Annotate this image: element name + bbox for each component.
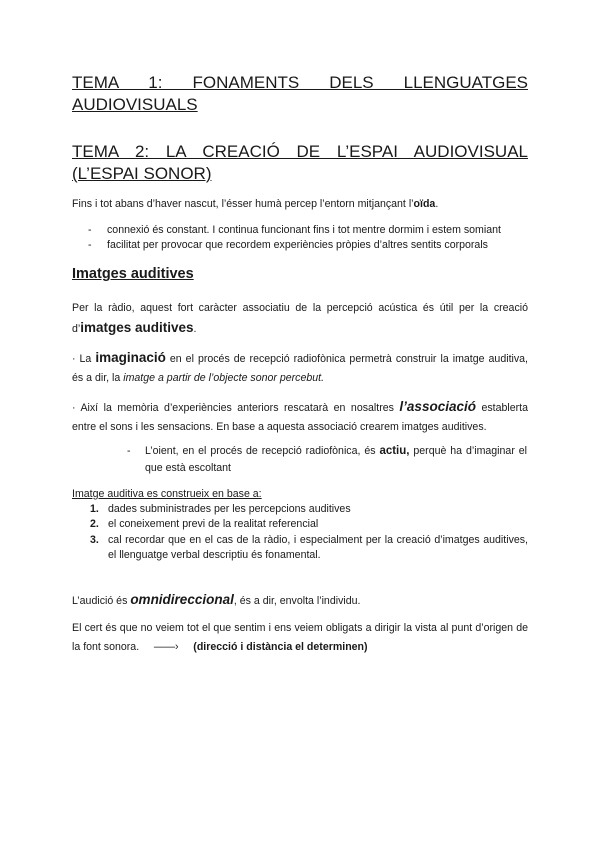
para3-bold-italic: l’associació — [399, 399, 476, 414]
item-number: 1. — [90, 503, 99, 515]
title-tema-1-line-2: AUDIOVISUALS — [72, 95, 198, 114]
paragraph-font-sonora — [72, 619, 528, 657]
para4-end: , és a dir, envolta l’individu. — [233, 595, 361, 607]
para3-end: establerta entre el sons i les sensacions. En base a aquesta associació crearem imatges auditives. — [72, 402, 528, 433]
para5-text: El cert és que no veiem tot el que sentim i ens veiem obligats a dirigir la vista al punt d’origen de la font sonora. — [72, 622, 528, 653]
intro-bold: oïda — [413, 198, 436, 210]
item-number: 2. — [90, 518, 99, 530]
item-text: dades subministrades per les percepcions auditives — [108, 503, 351, 515]
indent-text: L’oient, en el procés de recepció radiofònica, és — [145, 445, 380, 457]
para4-bold-italic: omnidireccional — [130, 592, 234, 607]
indent-item — [127, 443, 527, 477]
indent-bold: actiu, — [379, 445, 410, 457]
para2-italic: imatge a partir de l’objecte sonor percebut. — [123, 372, 325, 384]
paragraph-radio — [72, 299, 528, 339]
item-number: 3. — [90, 534, 99, 546]
para1-bold: imatges auditives — [80, 320, 194, 335]
intro-paragraph — [72, 195, 528, 214]
indent-dash: - — [127, 445, 131, 457]
para2-middle: en el procés de recepció radiofònica permetrà construir la imatge auditiva, és a dir, la — [72, 353, 528, 384]
para2-text: · La — [72, 353, 96, 365]
bullet-text: connexió és constant. I continua funcionant fins i tot mentre dormim i estem somiant — [107, 224, 501, 236]
title-tema-1-line-1: TEMA 1: FONAMENTS DELS LLENGUATGES — [72, 73, 528, 92]
bullet-text: facilitat per provocar que recordem experiències pròpies d’altres sentits corporals — [107, 239, 488, 251]
bullet-dash: - — [88, 224, 92, 236]
para4-text: L’audició és — [72, 595, 131, 607]
paragraph-memoria — [72, 397, 528, 437]
indent-end: perquè ha d’imaginar el que està escoltant — [145, 445, 527, 474]
para2-bold: imaginació — [95, 350, 166, 365]
title-tema-2-line-1: TEMA 2: LA CREACIÓ DE L’ESPAI AUDIOVISUAL — [72, 142, 528, 161]
paragraph-imaginacio — [72, 348, 528, 388]
para3-text: · Així la memòria d’experiències anteriors rescatarà en nosaltres — [72, 402, 400, 414]
item-text: el coneixement previ de la realitat referencial — [108, 518, 319, 530]
title-tema-2-line-2: (L’ESPAI SONOR) — [72, 164, 212, 183]
paragraph-audicio — [72, 590, 528, 611]
intro-text: Fins i tot abans d’haver nascut, l’ésser humà percep l’entorn mitjançant l’ — [72, 198, 414, 210]
list-heading: Imatge auditiva es construeix en base a: — [72, 488, 262, 500]
section-heading: Imatges auditives — [72, 266, 194, 282]
arrow-icon: ——› — [153, 641, 179, 653]
para1-end: . — [193, 323, 197, 335]
para5-bold: (direcció i distància el determinen) — [193, 641, 368, 653]
bullet-dash: - — [88, 239, 92, 251]
item-text: cal recordar que en el cas de la ràdio, i especialment per la creació d’imatges auditives, el llenguatge verbal descriptiu és fonamental. — [108, 534, 528, 561]
para1-text: Per la ràdio, aquest fort caràcter associatiu de la percepció acústica és útil per la creació d’ — [72, 302, 528, 335]
intro-end: . — [435, 198, 439, 210]
